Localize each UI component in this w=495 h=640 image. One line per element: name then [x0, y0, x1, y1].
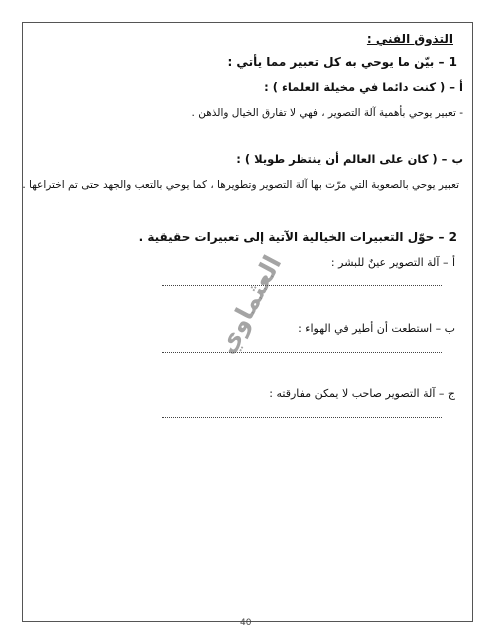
answer-line-a[interactable] [162, 285, 442, 286]
question-1b-title: ب – ( كان على العالم أن ينتظر طويلا ) : [236, 152, 463, 166]
page-number: 40 [240, 618, 252, 628]
question-2b-label: ب – استطعت أن أطير في الهواء : [298, 322, 455, 335]
question-1a-title: أ – ( كنت دائما في مخيلة العلماء ) : [264, 80, 463, 94]
question-2-title: 2 – حوّل التعبيرات الخيالية الآتية إلى تعبيرات حقيقية . [138, 230, 457, 244]
section-heading: التذوق الفني : [366, 32, 453, 46]
author-watermark: العثماوي [211, 250, 288, 359]
question-1-title: 1 – بيّن ما يوحي به كل تعبير مما يأتي : [227, 55, 457, 69]
question-1a-answer: - تعبير يوحي بأهمية آلة التصوير ، فهي لا تفارق الخيال والذهن . [191, 107, 463, 119]
answer-line-c[interactable] [162, 417, 442, 418]
question-2a-label: أ – آلة التصوير عينٌ للبشر : [330, 256, 455, 269]
question-1b-answer: تعبير يوحي بالصعوبة التي مرّت بها آلة التصوير وتطويرها ، كما يوحي بالتعب والجهد حتى تم اختراعها . [22, 179, 459, 191]
answer-line-b[interactable] [162, 352, 442, 353]
question-2c-label: ج – آلة التصوير صاحب لا يمكن مفارقته : [269, 387, 455, 400]
